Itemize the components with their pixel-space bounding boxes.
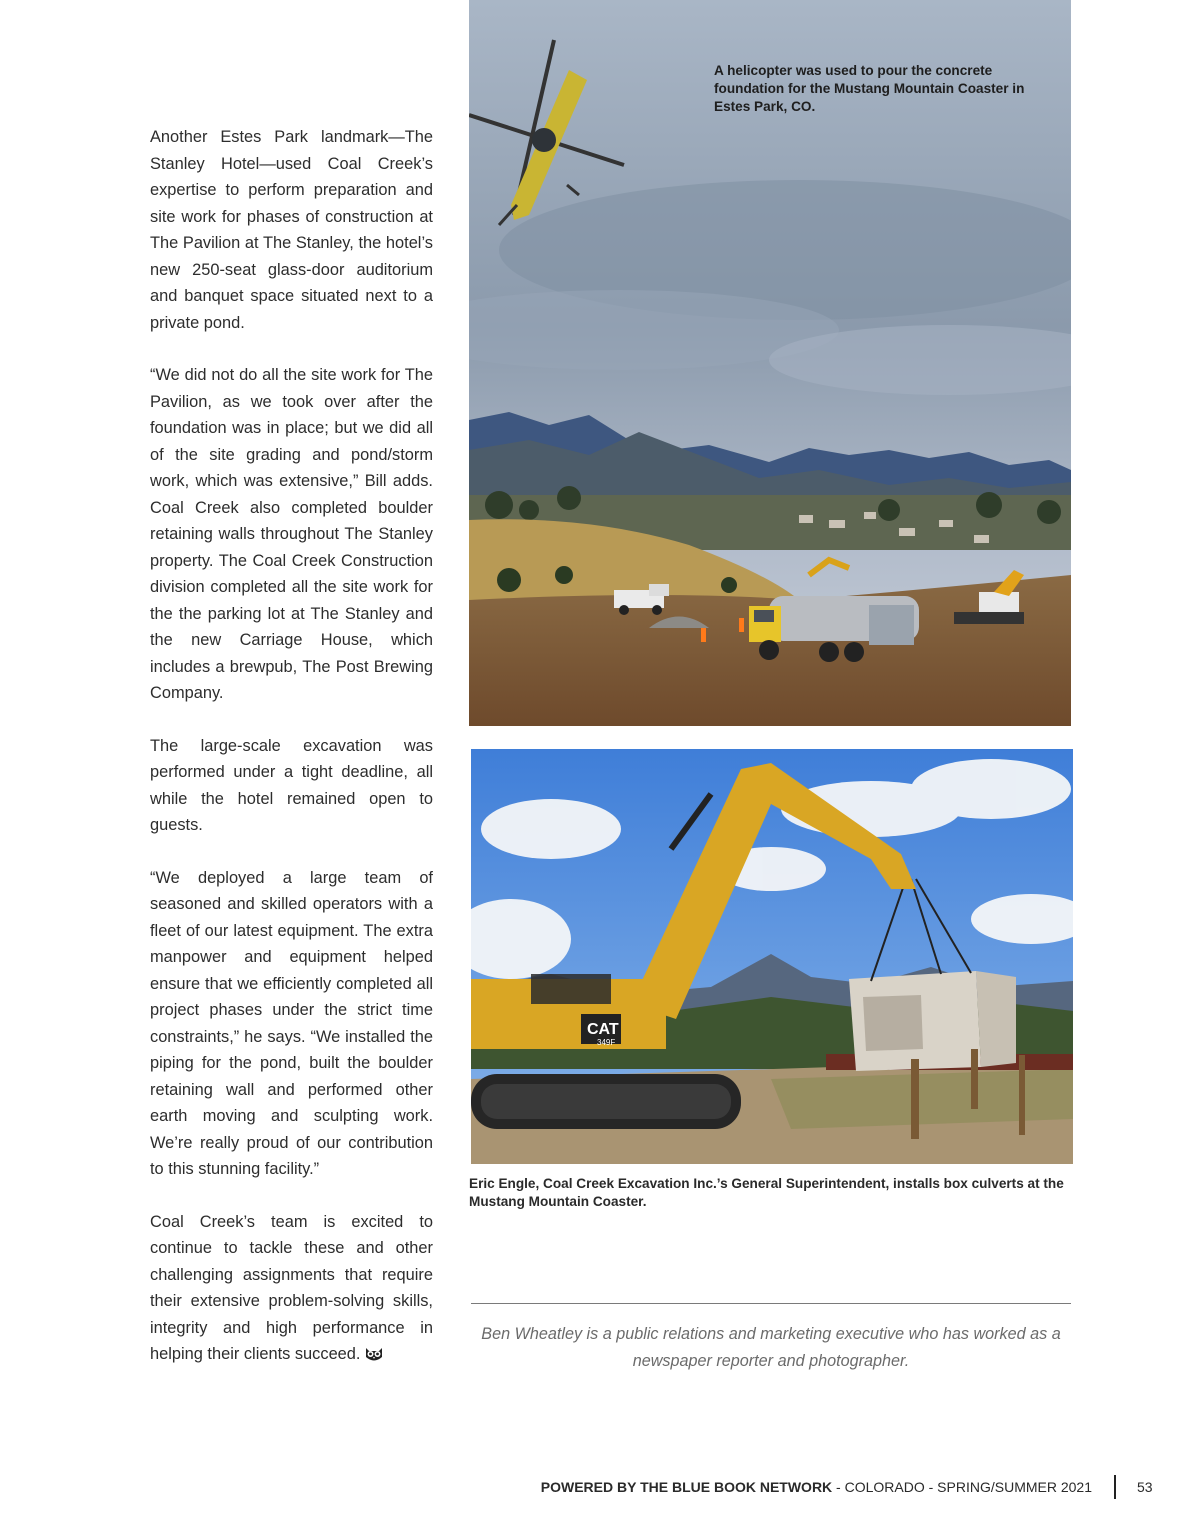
article-column [150,124,433,1397]
excavator-photo-caption: Eric Engle, Coal Creek Excavation Inc.’s General Superintendent, installs box culverts at the Mustang Mountain Coaster. [469,1176,1064,1209]
article-paragraph-4: “We deployed a large team of seasoned and skilled operators with a fleet of our latest equipment. The extra manpower and equipment helped ensure that we efficiently completed all project phases under the strict time constraints,” he says. “We installed the piping for the pond, built the boulder retaining wall and performed other earth moving and sculpting work. We’re really proud of our contribution to this stunning facility.” [150,868,433,1178]
page-number: 53 [1137,1479,1153,1495]
cat-logo-text: CAT [587,1021,619,1038]
article-paragraph-5: Coal Creek’s team is excited to continue to tackle these and other challenging assignments that require their extensive problem-solving skills, integrity and high performance in helping their clients succeed. [150,1212,433,1363]
helicopter-photo-caption: A helicopter was used to pour the concrete foundation for the Mustang Mountain Coaster in Estes Park, CO. [714,63,1025,114]
author-bio: Ben Wheatley is a public relations and marketing executive who has worked as a newspaper reporter and photographer. [481,1325,1061,1370]
bio-divider [471,1303,1071,1304]
footer-divider [1114,1475,1116,1499]
excavator-box-culvert-photo [471,749,1073,1164]
footer-brand: POWERED BY THE BLUE BOOK NETWORK [540,1479,833,1495]
article-paragraph-5-wrapper [150,1209,433,1371]
excavator-model-text: 349F [597,1038,616,1047]
article-paragraph-3: The large-scale excavation was performed under a tight deadline, all while the hotel remained open to guests. [150,736,433,834]
article-paragraph-2: “We did not do all the site work for The Pavilion, as we took over after the foundation was in place; but we did all of the site grading and pond/storm work, which was extensive,” Bill adds. Coal Creek also completed boulder retaining walls throughout The Stanley property. The Coal Creek Construction division completed all the site work for the the parking lot at The Stanley and the new Carriage House, which includes a brewpub, The Post Brewing Company. [150,366,433,702]
footer-edition: - COLORADO - SPRING/SUMMER 2021 [832,1479,1092,1495]
owl-icon [364,1344,384,1371]
page-footer [541,1479,1092,1495]
article-paragraph-1: Another Estes Park landmark—The Stanley Hotel—used Coal Creek’s expertise to perform preparation and site work for phases of construction at The Pavilion at The Stanley, the hotel’s new 250-seat glass-door auditorium and banquet space situated next to a private pond. [150,128,433,332]
